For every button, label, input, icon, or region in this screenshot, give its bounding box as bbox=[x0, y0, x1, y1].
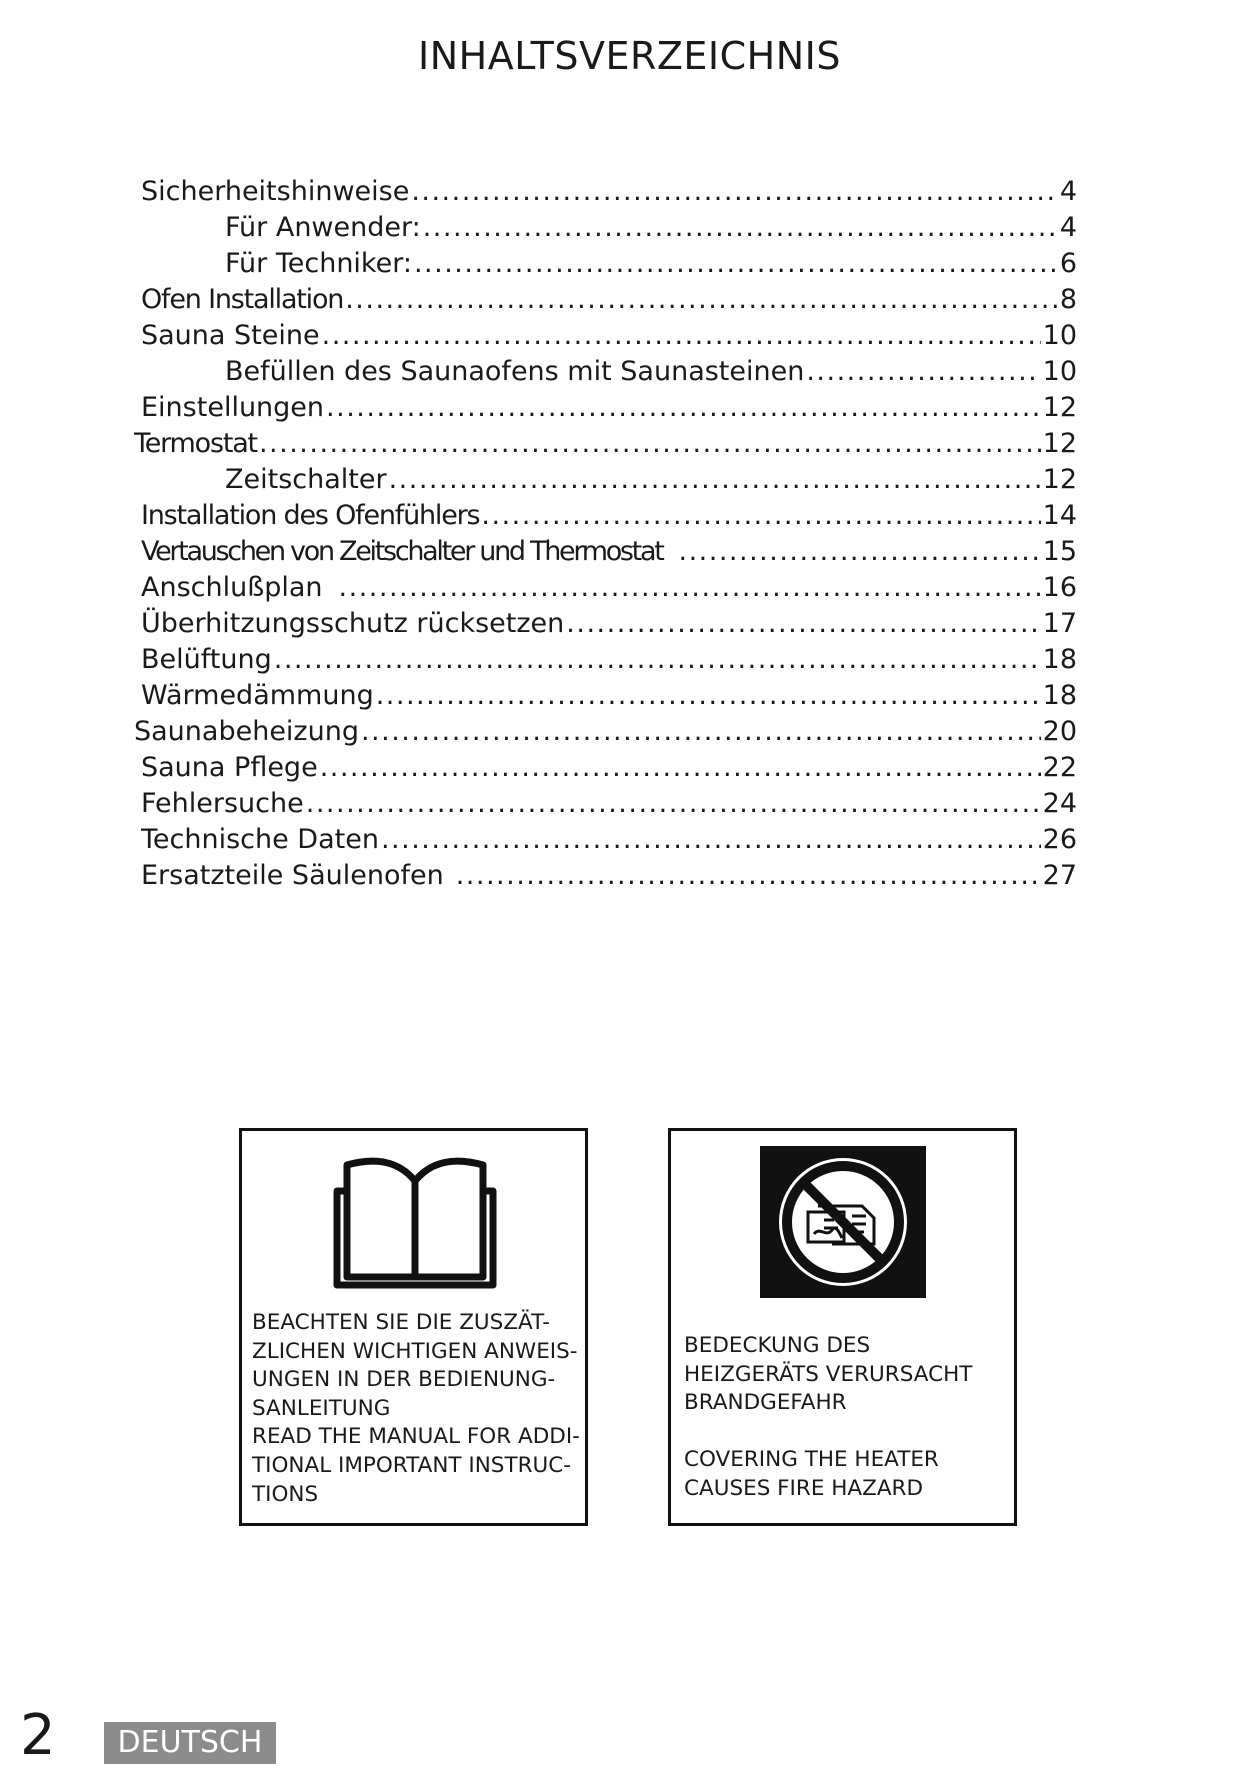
toc-entry-page: 20 bbox=[1042, 716, 1077, 747]
toc-entry[interactable] bbox=[141, 642, 1077, 678]
page-number: 2 bbox=[20, 1703, 56, 1768]
toc-dot-leader bbox=[411, 174, 1058, 210]
toc-dot-leader bbox=[446, 858, 1041, 894]
read-manual-warning-text: BEACHTEN SIE DIE ZUSZÄT- ZLICHEN WICHTIGEN ANWEIS- UNGEN IN DER BEDIENUNG- SANLEITUNG READ THE MANUAL FOR ADDI- TIONAL IMPORTANT INSTRUC- TIONS bbox=[252, 1310, 580, 1507]
toc-entry-page: 10 bbox=[1042, 356, 1077, 387]
toc-entry-label: Termostat bbox=[134, 428, 257, 459]
toc-entry-page: 12 bbox=[1042, 464, 1077, 495]
toc-entry[interactable] bbox=[134, 426, 1077, 462]
toc-entry-page: 6 bbox=[1059, 248, 1077, 279]
toc-entry-label: Sauna Pflege bbox=[141, 752, 318, 783]
toc-entry-page: 10 bbox=[1042, 320, 1077, 351]
toc-entry-label: Sicherheitshinweise bbox=[141, 176, 410, 207]
toc-entry[interactable] bbox=[225, 354, 1077, 390]
toc-entry-label: Einstellungen bbox=[141, 392, 325, 423]
toc-entry[interactable] bbox=[141, 174, 1077, 210]
toc-dot-leader bbox=[325, 570, 1041, 606]
toc-entry-label: Installation des Ofenfühlers bbox=[141, 500, 480, 531]
toc-entry[interactable] bbox=[141, 498, 1077, 534]
toc-entry-label: Überhitzungsschutz rücksetzen bbox=[141, 608, 565, 639]
toc-dot-leader bbox=[665, 534, 1041, 570]
toc-entry-page: 24 bbox=[1042, 788, 1077, 819]
toc-dot-leader bbox=[320, 750, 1041, 786]
toc-entry-label: Befüllen des Saunaofens mit Saunasteinen bbox=[225, 356, 805, 387]
read-manual-warning-box bbox=[239, 1128, 588, 1526]
toc-entry-label: Technische Daten bbox=[141, 824, 379, 855]
toc-dot-leader bbox=[806, 354, 1040, 390]
toc-entry-page: 18 bbox=[1042, 644, 1077, 675]
toc-entry-label: Vertauschen von Zeitschalter und Thermostat bbox=[141, 536, 663, 567]
toc-entry-page: 15 bbox=[1042, 536, 1077, 567]
toc-entry[interactable] bbox=[141, 282, 1077, 318]
toc-entry-label: Fehlersuche bbox=[141, 788, 304, 819]
toc-dot-leader bbox=[376, 678, 1041, 714]
toc-dot-leader bbox=[259, 426, 1041, 462]
toc-entry[interactable] bbox=[141, 570, 1077, 606]
toc-entry[interactable] bbox=[141, 678, 1077, 714]
toc-entry-label: Für Techniker: bbox=[225, 248, 412, 279]
toc-entry-label: Belüftung bbox=[141, 644, 272, 675]
toc-entry[interactable] bbox=[141, 318, 1077, 354]
toc-entry-page: 22 bbox=[1042, 752, 1077, 783]
toc-entry-page: 16 bbox=[1042, 572, 1077, 603]
language-badge: DEUTSCH bbox=[104, 1722, 276, 1764]
toc-entry[interactable] bbox=[141, 534, 1077, 570]
toc-entry[interactable] bbox=[141, 822, 1077, 858]
toc-entry[interactable] bbox=[141, 390, 1077, 426]
book-icon bbox=[325, 1155, 505, 1301]
toc-entry-page: 27 bbox=[1042, 860, 1077, 891]
toc-dot-leader bbox=[423, 210, 1058, 246]
toc-dot-leader bbox=[414, 246, 1058, 282]
toc-dot-leader bbox=[361, 714, 1041, 750]
toc-entry-label: Wärmedämmung bbox=[141, 680, 374, 711]
toc-dot-leader bbox=[322, 318, 1041, 354]
toc-entry[interactable] bbox=[141, 606, 1077, 642]
toc-entry-page: 14 bbox=[1042, 500, 1077, 531]
toc-entry[interactable] bbox=[134, 714, 1077, 750]
toc-entry-page: 4 bbox=[1059, 176, 1077, 207]
toc-entry-page: 8 bbox=[1059, 284, 1077, 315]
no-covering-icon bbox=[760, 1146, 926, 1302]
toc-entry[interactable] bbox=[141, 750, 1077, 786]
toc-entry-label: Für Anwender: bbox=[225, 212, 421, 243]
toc-entry-label: Sauna Steine bbox=[141, 320, 320, 351]
toc-entry-page: 12 bbox=[1042, 428, 1077, 459]
toc-entry[interactable] bbox=[225, 462, 1077, 498]
toc-entry[interactable] bbox=[225, 246, 1077, 282]
toc-dot-leader bbox=[274, 642, 1041, 678]
toc-dot-leader bbox=[481, 498, 1040, 534]
toc-entry-label: Ersatzteile Säulenofen bbox=[141, 860, 444, 891]
toc-entry-page: 18 bbox=[1042, 680, 1077, 711]
toc-dot-leader bbox=[381, 822, 1041, 858]
toc-entry-page: 26 bbox=[1042, 824, 1077, 855]
toc-entry-page: 4 bbox=[1059, 212, 1077, 243]
toc-entry-label: Saunabeheizung bbox=[134, 716, 359, 747]
toc-entry-label: Anschlußplan bbox=[141, 572, 323, 603]
toc-entry-page: 12 bbox=[1042, 392, 1077, 423]
toc-dot-leader bbox=[326, 390, 1041, 426]
toc-entry[interactable] bbox=[225, 210, 1077, 246]
toc-dot-leader bbox=[566, 606, 1040, 642]
page-title: INHALTSVERZEICHNIS bbox=[418, 34, 841, 78]
toc-entry[interactable] bbox=[141, 786, 1077, 822]
toc-entry[interactable] bbox=[141, 858, 1077, 894]
fire-hazard-warning-box bbox=[668, 1128, 1017, 1526]
toc-entry-page: 17 bbox=[1042, 608, 1077, 639]
fire-hazard-warning-text: BEDECKUNG DES HEIZGERÄTS VERURSACHT BRANDGEFAHR COVERING THE HEATER CAUSES FIRE HAZARD bbox=[684, 1333, 973, 1501]
toc-dot-leader bbox=[389, 462, 1041, 498]
toc-dot-leader bbox=[306, 786, 1041, 822]
toc-entry-label: Zeitschalter bbox=[225, 464, 387, 495]
toc-dot-leader bbox=[345, 282, 1058, 318]
toc-entry-label: Ofen Installation bbox=[141, 284, 344, 315]
